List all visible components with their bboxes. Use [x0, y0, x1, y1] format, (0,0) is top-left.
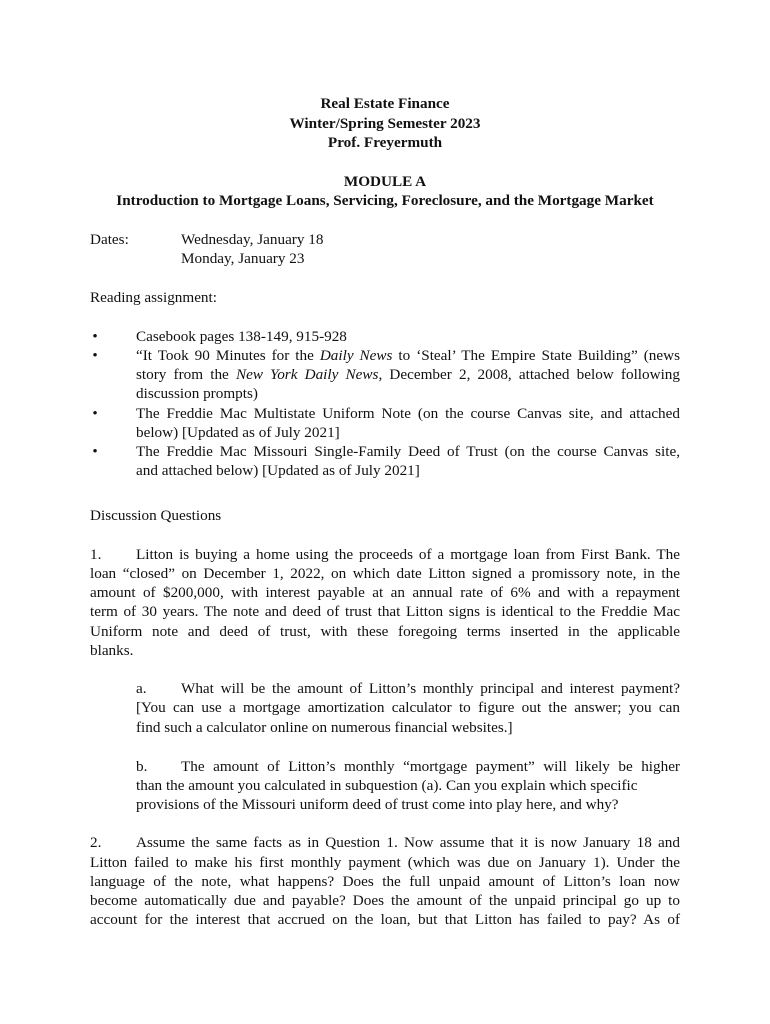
- module-label: MODULE A: [343, 173, 427, 190]
- reading-item-line: and attached below) [Updated as of July 2021]: [136, 462, 420, 479]
- question-text: Litton failed to make his first monthly payment (which was due on January 1). Under the: [90, 854, 680, 871]
- question-text: Assume the same facts as in Question 1. Now assume that it is now January 18 and: [136, 834, 680, 851]
- date-item: Monday, January 23: [181, 250, 305, 267]
- question-text: Uniform note and deed of trust, with these foregoing terms inserted in the applicable: [90, 623, 680, 640]
- semester: Winter/Spring Semester 2023: [289, 115, 481, 132]
- module-title: Introduction to Mortgage Loans, Servicing, Foreclosure, and the Mortgage Market: [116, 192, 654, 209]
- question-text: Litton is buying a home using the proceeds of a mortgage loan from First Bank. The: [136, 546, 680, 563]
- reading-item: The Freddie Mac Missouri Single-Family Deed of Trust (on the course Canvas site,: [136, 443, 680, 460]
- bullet-icon: •: [92, 405, 98, 422]
- reading-item-line: story from the New York Daily News, December 2, 2008, attached below following: [136, 366, 680, 383]
- reading-item-line: below) [Updated as of July 2021]: [136, 424, 340, 441]
- subquestion-text: What will be the amount of Litton’s monthly principal and interest payment?: [181, 680, 680, 697]
- subquestion-text: The amount of Litton’s monthly “mortgage payment” will likely be higher: [181, 758, 680, 775]
- subquestion-text: provisions of the Missouri uniform deed of trust come into play here, and why?: [136, 796, 619, 813]
- dates-label: Dates:: [90, 231, 129, 248]
- reading-heading: Reading assignment:: [90, 289, 217, 306]
- discussion-heading: Discussion Questions: [90, 507, 222, 524]
- question-text: loan “closed” on December 1, 2022, on which date Litton signed a promissory note, in the: [90, 565, 680, 582]
- subquestion-text: [You can use a mortgage amortization calculator to figure out the answer; you can: [136, 699, 680, 716]
- question-text: term of 30 years. The note and deed of trust that Litton signs is identical to the Freddie Mac: [90, 603, 680, 620]
- reading-item: “It Took 90 Minutes for the Daily News to ‘Steal’ The Empire State Building” (news: [136, 347, 680, 364]
- question-number: 1.: [90, 546, 102, 563]
- reading-item: The Freddie Mac Multistate Uniform Note (on the course Canvas site, and attached: [136, 405, 680, 422]
- question-text: blanks.: [90, 642, 134, 659]
- subquestion-text: than the amount you calculated in subquestion (a). Can you explain which specific: [136, 777, 638, 794]
- course-title: Real Estate Finance: [320, 95, 450, 112]
- question-text: language of the note, what happens? Does the full unpaid amount of Litton’s loan now: [90, 873, 680, 890]
- bullet-icon: •: [92, 443, 98, 460]
- subquestion-label: b.: [136, 758, 148, 775]
- bullet-icon: •: [92, 328, 98, 345]
- question-number: 2.: [90, 834, 102, 851]
- reading-item-line: discussion prompts): [136, 385, 258, 402]
- subquestion-text: find such a calculator online on numerous financial websites.]: [136, 719, 513, 736]
- professor: Prof. Freyermuth: [327, 134, 443, 151]
- question-text: account for the interest that accrued on the loan, but that Litton has failed to pay? As of: [90, 911, 680, 928]
- bullet-icon: •: [92, 347, 98, 364]
- question-text: become automatically due and payable? Does the amount of the unpaid principal go up to: [90, 892, 680, 909]
- date-item: Wednesday, January 18: [181, 231, 324, 248]
- reading-item: Casebook pages 138-149, 915-928: [136, 328, 347, 345]
- subquestion-label: a.: [136, 680, 147, 697]
- question-text: amount of $200,000, with interest payable at an annual rate of 6% and with a repayment: [90, 584, 680, 601]
